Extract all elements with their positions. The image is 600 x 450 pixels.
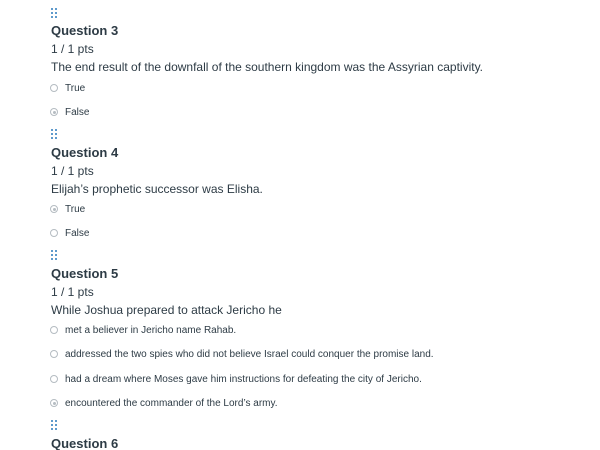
drag-handle-icon[interactable] [50,420,58,432]
drag-handle-icon[interactable] [50,8,58,20]
answer-label: False [65,106,90,118]
radio-icon[interactable] [50,84,58,92]
question-title: Question 5 [51,266,119,281]
radio-icon[interactable] [50,399,58,407]
question-text: The end result of the downfall of the southern kingdom was the Assyrian captivity. [51,60,484,74]
answer-label: True [65,82,86,94]
drag-handle-icon[interactable] [50,250,58,262]
radio-icon[interactable] [50,350,58,358]
answer-label: False [65,227,90,239]
answer-label: addressed the two spies who did not believe Israel could conquer the promise land. [65,348,434,360]
question-points: 1 / 1 pts [51,42,94,56]
answer-label: encountered the commander of the Lord’s army. [65,397,278,409]
radio-icon[interactable] [50,205,58,213]
question-title: Question 4 [51,145,119,160]
question-title: Question 3 [51,23,119,38]
question-points: 1 / 1 pts [51,285,94,299]
answer-label: True [65,203,86,215]
question-points: 1 / 1 pts [51,164,94,178]
answer-option[interactable] [50,396,278,410]
answer-option[interactable] [50,347,434,361]
answer-label: had a dream where Moses gave him instructions for defeating the city of Jericho. [65,373,422,385]
drag-handle-icon[interactable] [50,129,58,141]
radio-icon[interactable] [50,375,58,383]
answer-label: met a believer in Jericho name Rahab. [65,324,237,336]
question-text: While Joshua prepared to attack Jericho he [51,303,282,317]
radio-icon[interactable] [50,326,58,334]
radio-icon[interactable] [50,229,58,237]
question-title: Question 6 [51,436,119,450]
radio-icon[interactable] [50,108,58,116]
answer-option[interactable] [50,323,236,337]
answer-option[interactable] [50,372,422,386]
question-text: Elijah’s prophetic successor was Elisha. [51,182,263,196]
answer-option[interactable] [50,202,85,216]
answer-option[interactable] [50,81,85,95]
answer-option[interactable] [50,105,89,119]
answer-option[interactable] [50,226,89,240]
